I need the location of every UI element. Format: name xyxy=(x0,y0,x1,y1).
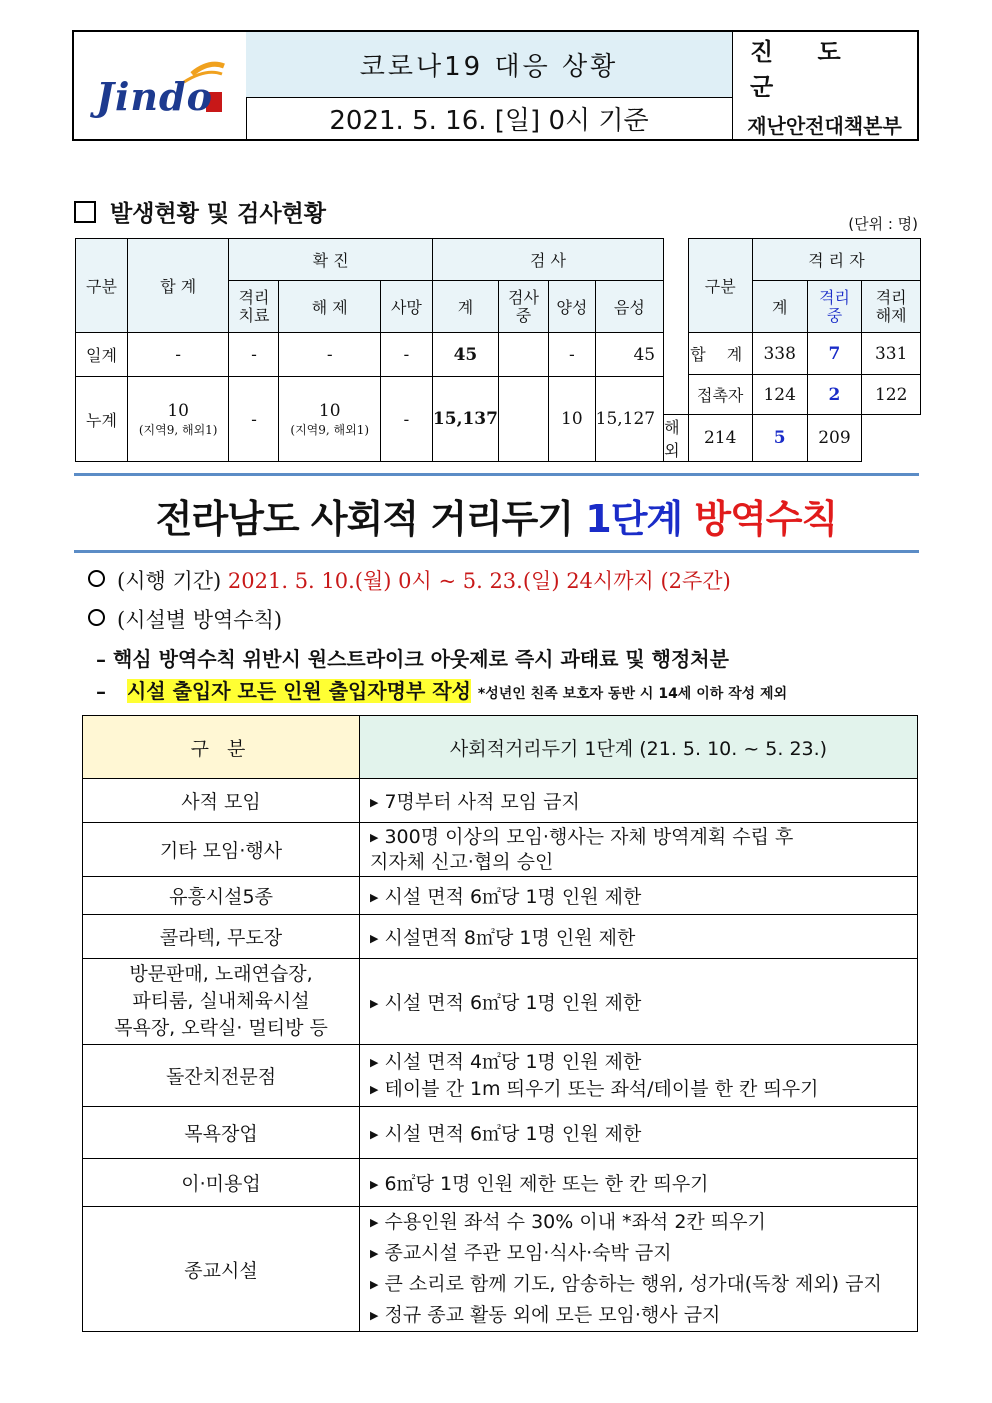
report-title: 코로나19 대응 상황 xyxy=(246,32,733,98)
row-cumulative-negative: 15,127 xyxy=(595,377,663,462)
jindo-logo xyxy=(74,32,247,139)
iso-contact-cur: 2 xyxy=(807,375,862,415)
period-line xyxy=(88,565,731,595)
col-isolation: 격 리 자 xyxy=(752,239,920,281)
rule-item: 정규 종교 활동 외에 모든 모임·행사 금지 xyxy=(384,1304,721,1326)
banner-rule-top xyxy=(74,473,919,476)
rule-item: 시설 면적 6㎡당 1명 인원 제한 xyxy=(384,886,642,908)
triangle-bullet-icon: ▶ xyxy=(370,997,379,1010)
facility-label: (시설별 방역수칙) xyxy=(117,608,283,632)
iso-total-label: 합 계 xyxy=(688,333,752,375)
rule-name: 목욕장업 xyxy=(83,1107,360,1159)
col-gubun2: 구분 xyxy=(688,239,752,333)
iso-overseas-cur: 5 xyxy=(752,415,807,462)
facility-line1: – 핵심 방역수칙 위반시 원스트라이크 아웃제로 즉시 과태료 및 행정처분 xyxy=(96,647,729,671)
iso-overseas-sum: 214 xyxy=(688,415,752,462)
iso-contact-label: 접촉자 xyxy=(688,375,752,415)
banner-stage: 1단계 xyxy=(585,497,683,541)
rule-name: 종교시설 xyxy=(83,1207,360,1332)
row-daily-total: - xyxy=(127,333,228,377)
rule-item: 테이블 간 1m 띄우기 또는 좌석/테이블 한 칸 띄우기 xyxy=(384,1077,819,1100)
triangle-bullet-icon: ▶ xyxy=(370,1278,379,1291)
rule-item: 6㎡당 1명 인원 제한 또는 한 칸 띄우기 xyxy=(384,1173,709,1195)
triangle-bullet-icon: ▶ xyxy=(370,1216,379,1229)
rule-items xyxy=(360,1045,918,1107)
row-cumulative-testing xyxy=(498,377,548,462)
iso-overseas-rel: 209 xyxy=(807,415,862,462)
rule-name: 방문판매, 노래연습장, 파티룸, 실내체육시설 목욕장, 오락실· 멀티방 등 xyxy=(83,959,360,1045)
cumulative-total-value: 10 xyxy=(167,400,189,421)
triangle-bullet-icon: ▶ xyxy=(370,796,379,809)
col-iso-rel: 격리 해제 xyxy=(862,281,921,333)
row-daily-treat: - xyxy=(229,333,279,377)
rule-item: 300명 이상의 모임·행사는 자체 방역계획 수립 후 지자체 신고·협의 승인 xyxy=(370,826,794,873)
circle-bullet-icon xyxy=(88,570,105,587)
rule-name: 유흥시설5종 xyxy=(83,877,360,915)
rules-head-stage: 사회적거리두기 1단계 (21. 5. 10. ~ 5. 23.) xyxy=(360,716,918,779)
col-release: 해 제 xyxy=(279,281,380,333)
unit-note: (단위 : 명) xyxy=(848,215,918,233)
col-confirmed: 확 진 xyxy=(229,239,432,281)
cumulative-release-value: 10 xyxy=(318,400,341,421)
logo-text: Jindo xyxy=(96,74,213,119)
col-gubun: 구분 xyxy=(76,239,128,333)
row-daily-label: 일계 xyxy=(76,333,128,377)
report-date: 2021. 5. 16. [일] 0시 기준 xyxy=(246,97,733,139)
rule-items xyxy=(360,823,918,877)
row-cumulative-positive: 10 xyxy=(549,377,596,462)
banner-part3: 방역수칙 xyxy=(682,497,838,541)
col-iso-cur: 격리 중 xyxy=(807,281,862,333)
section-title-text: 발생현황 및 검사현황 xyxy=(110,200,326,227)
row-cumulative-death: - xyxy=(380,377,432,462)
circle-bullet-icon xyxy=(88,609,105,626)
triangle-bullet-icon: ▶ xyxy=(370,1082,379,1096)
col-negative: 음성 xyxy=(595,281,663,333)
iso-contact-rel: 122 xyxy=(862,375,921,415)
col-positive: 양성 xyxy=(549,281,596,333)
row-cumulative-release xyxy=(279,377,380,462)
rule-items xyxy=(360,915,918,959)
rules-table xyxy=(82,715,918,1332)
facility-line2-dash: – xyxy=(96,679,106,703)
iso-overseas-label: 해 외 xyxy=(664,415,688,462)
row-daily-release: - xyxy=(279,333,380,377)
rule-items xyxy=(360,1159,918,1207)
triangle-bullet-icon: ▶ xyxy=(370,932,379,945)
rule-name: 사적 모임 xyxy=(83,779,360,823)
col-test-sum: 계 xyxy=(432,281,498,333)
rule-name: 기타 모임·행사 xyxy=(83,823,360,877)
triangle-bullet-icon: ▶ xyxy=(370,1178,379,1191)
rule-item: 종교시설 주관 모임·식사·숙박 금지 xyxy=(384,1242,672,1264)
row-cumulative-total xyxy=(127,377,228,462)
col-treat: 격리 치료 xyxy=(229,281,279,333)
rule-item: 7명부터 사적 모임 금지 xyxy=(384,791,580,813)
triangle-bullet-icon: ▶ xyxy=(370,831,379,844)
row-daily-death: - xyxy=(380,333,432,377)
triangle-bullet-icon: ▶ xyxy=(370,1128,379,1141)
col-death: 사망 xyxy=(380,281,432,333)
table-gap xyxy=(664,239,688,415)
banner-title xyxy=(74,488,919,543)
period-value: 2021. 5. 10.(월) 0시 ~ 5. 23.(일) 24시까지 (2주간) xyxy=(221,569,731,593)
col-testing: 검사 중 xyxy=(498,281,548,333)
org-name: 진 도 군 xyxy=(750,37,859,101)
row-cumulative-label: 누계 xyxy=(76,377,128,462)
rule-name: 돌잔치전문점 xyxy=(83,1045,360,1107)
rule-items xyxy=(360,959,918,1045)
square-bullet-icon xyxy=(74,201,96,223)
rule-item: 큰 소리로 함께 기도, 암송하는 행위, 성가대(독창 제외) 금지 xyxy=(384,1273,882,1295)
rule-item: 수용인원 좌석 수 30% 이내 *좌석 2칸 띄우기 xyxy=(384,1211,766,1233)
rule-name: 이·미용업 xyxy=(83,1159,360,1207)
row-cumulative-test-sum: 15,137 xyxy=(432,377,498,462)
org-block xyxy=(732,32,917,139)
org-dept: 재난안전대책본부 xyxy=(747,114,902,138)
rule-items xyxy=(360,1207,918,1332)
rule-items xyxy=(360,1107,918,1159)
cumulative-total-sub: (지역9, 해외1) xyxy=(138,422,218,437)
triangle-bullet-icon: ▶ xyxy=(370,1247,379,1260)
rule-item: 시설면적 8㎡당 1명 인원 제한 xyxy=(384,927,636,949)
col-iso-sum: 계 xyxy=(752,281,807,333)
rule-item: 시설 면적 4㎡당 1명 인원 제한 xyxy=(384,1050,642,1073)
stats-table xyxy=(75,238,921,462)
row-daily-negative: 45 xyxy=(595,333,663,377)
triangle-bullet-icon: ▶ xyxy=(370,1309,379,1322)
row-cumulative-treat: - xyxy=(229,377,279,462)
rule-item: 시설 면적 6㎡당 1명 인원 제한 xyxy=(384,1123,642,1145)
header-box xyxy=(72,30,919,141)
facility-heading xyxy=(88,604,282,634)
row-daily-positive: - xyxy=(549,333,596,377)
row-daily-test-sum: 45 xyxy=(432,333,498,377)
iso-total-rel: 331 xyxy=(862,333,921,375)
rule-name: 콜라텍, 무도장 xyxy=(83,915,360,959)
period-label: (시행 기간) xyxy=(117,569,222,593)
triangle-bullet-icon: ▶ xyxy=(370,891,379,904)
row-daily-testing xyxy=(498,333,548,377)
banner-rule-bottom xyxy=(74,550,919,553)
col-test: 검 사 xyxy=(432,239,663,281)
triangle-bullet-icon: ▶ xyxy=(370,1055,379,1069)
rule-items xyxy=(360,877,918,915)
facility-line2-highlight: 시설 출입자 모든 인원 출입자명부 작성 xyxy=(126,679,471,703)
rule-items xyxy=(360,779,918,823)
rules-head-gubun: 구 분 xyxy=(83,716,360,779)
facility-line2-note: *성년인 친족 보호자 동반 시 14세 이하 작성 제외 xyxy=(477,686,788,702)
iso-total-cur: 7 xyxy=(807,333,862,375)
cumulative-release-sub: (지역9, 해외1) xyxy=(290,422,370,437)
iso-total-sum: 338 xyxy=(752,333,807,375)
banner-part1: 전라남도 사회적 거리두기 xyxy=(155,497,586,541)
col-total: 합 계 xyxy=(127,239,228,333)
section-title xyxy=(74,195,326,228)
iso-contact-sum: 124 xyxy=(752,375,807,415)
rule-item: 시설 면적 6㎡당 1명 인원 제한 xyxy=(384,992,642,1014)
facility-line2 xyxy=(96,675,787,704)
